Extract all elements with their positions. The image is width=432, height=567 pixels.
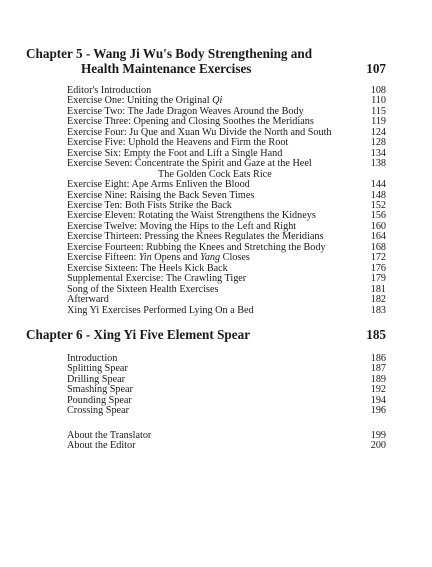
toc-entry: Exercise Three: Opening and Closing Soothes the Meridians 119 — [67, 116, 386, 128]
toc-entry: Exercise Thirteen: Pressing the Knees Regulates the Meridians 164 — [67, 231, 386, 243]
toc-entry: Xing Yi Exercises Performed Lying On a Bed 183 — [67, 304, 386, 316]
toc-entry: Exercise Eight: Ape Arms Enliven the Blood 144 — [67, 179, 386, 191]
toc-entry: Exercise Seven: Concentrate the Spirit and Gaze at the Heel 138 — [67, 158, 386, 170]
toc-entry: Afterward 182 — [67, 294, 386, 306]
toc-entry: Pounding Spear 194 — [67, 394, 386, 406]
chapter-6-entries — [67, 354, 386, 452]
toc-entry: About the Translator 199 — [67, 429, 386, 441]
toc-entry: Exercise Nine: Raising the Back Seven Times 148 — [67, 189, 386, 201]
chapter-6-heading — [26, 327, 386, 342]
chapter-5-entries — [67, 86, 386, 316]
toc-entry: Introduction 186 — [67, 353, 386, 364]
toc-entry: Editor's Introduction 108 — [67, 85, 386, 96]
toc-entry: Splitting Spear 187 — [67, 363, 386, 375]
toc-entry: Drilling Spear 189 — [67, 373, 386, 385]
toc-entry: Exercise Eleven: Rotating the Waist Strengthens the Kidneys 156 — [67, 210, 386, 222]
chapter-5-page-number: 107 — [366, 61, 386, 76]
chapter-5-heading-line2: Health Maintenance Exercises — [81, 61, 252, 76]
toc-entry: Exercise Ten: Both Fists Strike the Back 152 — [67, 199, 386, 211]
toc-entry: Exercise Sixteen: The Heels Kick Back 176 — [67, 262, 386, 274]
toc-entry: Exercise Four: Ju Que and Xuan Wu Divide the North and South 124 — [67, 126, 386, 138]
toc-entry-continuation: The Golden Cock Eats Rice — [158, 168, 272, 180]
toc-entry: Exercise Twelve: Moving the Hips to the Left and Right 160 — [67, 220, 386, 232]
toc-entry: Exercise Fourteen: Rubbing the Knees and Stretching the Body 168 — [67, 241, 386, 253]
chapter-6-page-number: 185 — [366, 327, 386, 342]
toc-entry: Exercise Six: Empty the Foot and Lift a Single Hand 134 — [67, 147, 386, 159]
toc-entry: Exercise Two: The Jade Dragon Weaves Around the Body 115 — [67, 105, 386, 117]
toc-entry: Exercise One: Uniting the Original Qi 110 — [67, 95, 386, 107]
toc-entry: Exercise Five: Uphold the Heavens and Firm the Root 128 — [67, 137, 386, 149]
toc-entry: Crossing Spear 196 — [67, 405, 386, 417]
toc-entry: Smashing Spear 192 — [67, 384, 386, 396]
chapter-5-heading — [26, 46, 386, 76]
chapter-6-heading-line1: Chapter 6 - Xing Yi Five Element Spear — [26, 327, 251, 342]
toc-entry: Supplemental Exercise: The Crawling Tiger 179 — [67, 273, 386, 285]
chapter-5-heading-line1: Chapter 5 - Wang Ji Wu's Body Strengthening and — [26, 46, 313, 61]
toc-entry: Exercise Fifteen: Yin Opens and Yang Closes 172 — [67, 252, 386, 264]
toc-entry: About the Editor 200 — [67, 440, 386, 452]
toc-entry: Song of the Sixteen Health Exercises 181 — [67, 283, 386, 295]
